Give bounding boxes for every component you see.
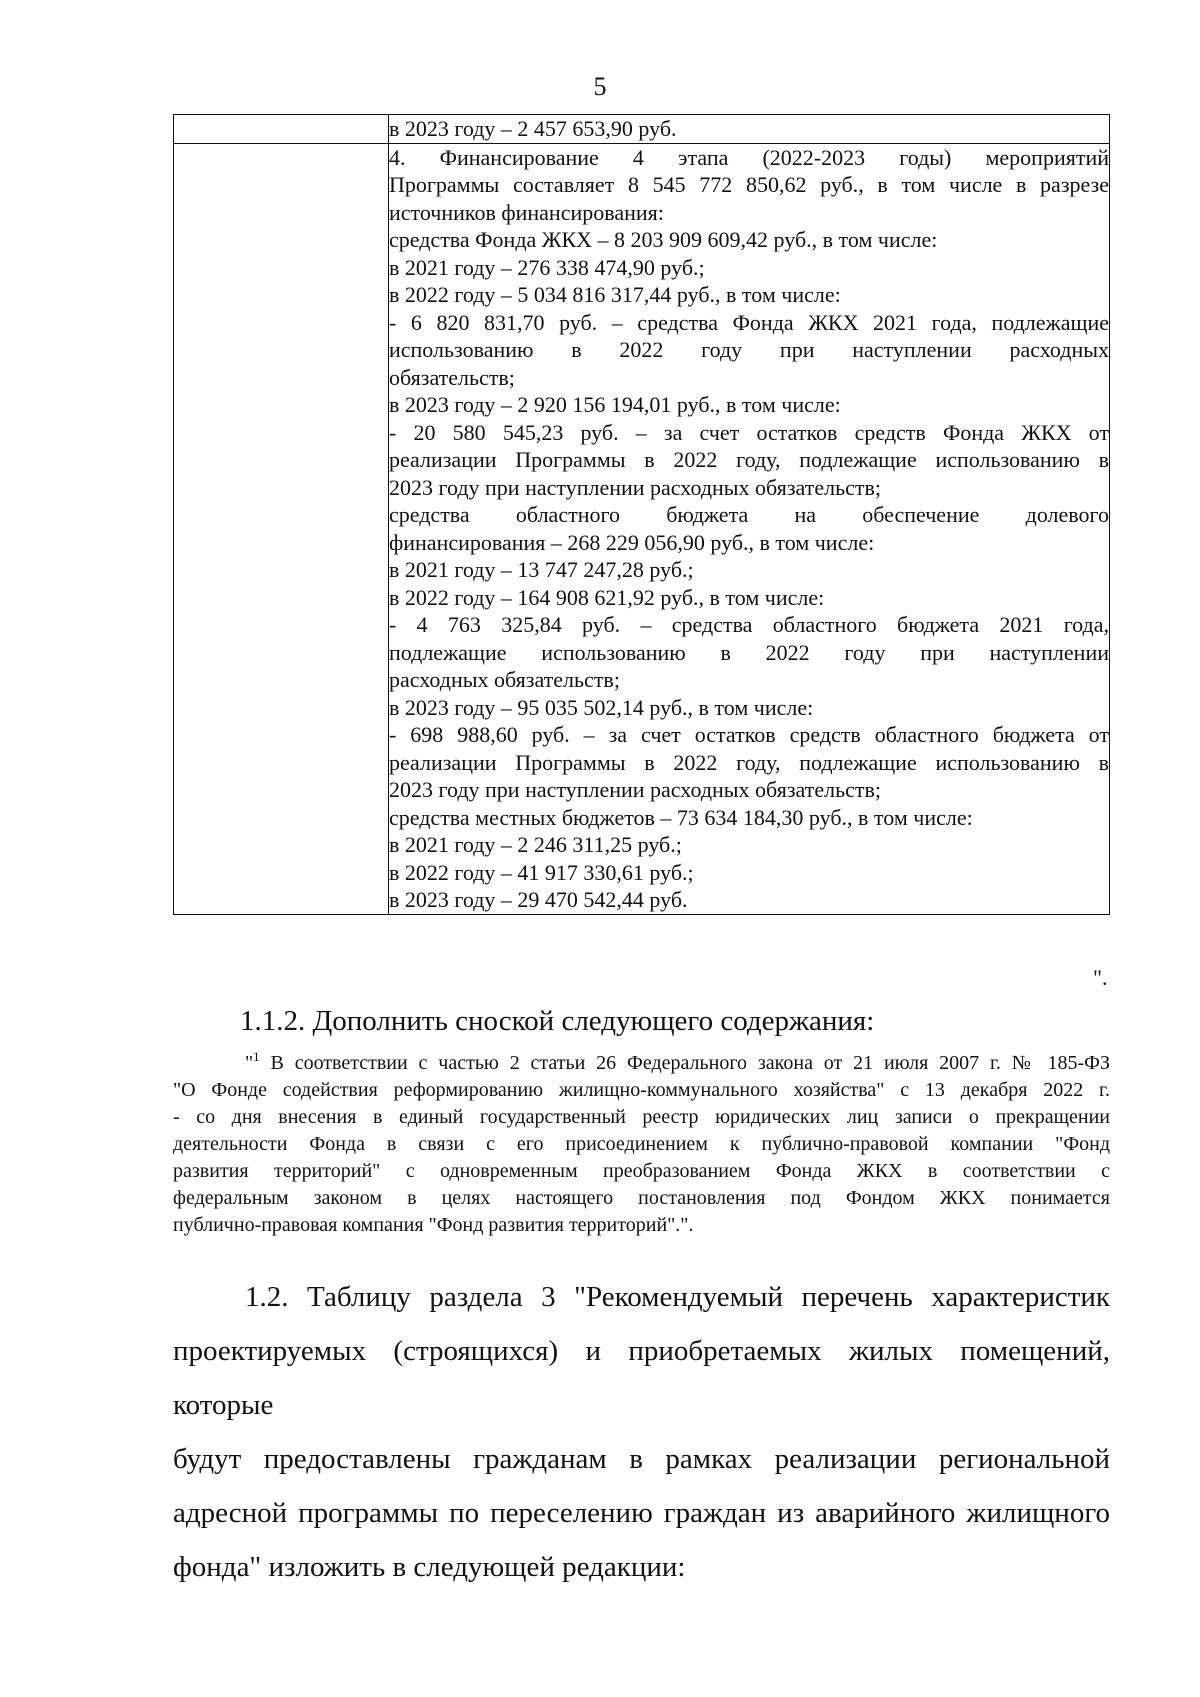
table-row [174, 115, 1110, 144]
table-text-line: источников финансирования: [389, 199, 664, 225]
table-text-line: подлежащие использованию в 2022 году при наступлении [389, 639, 1109, 665]
paragraph-line: фонда" изложить в следующей редакции: [173, 1551, 686, 1583]
table-text-line: использованию в 2022 году при наступлении расходных [389, 337, 1109, 362]
table-text-line: Программы составляет 8 545 772 850,62 руб., в том числе в разрезе [389, 172, 1109, 197]
footnote-line: развития территорий" с одновременным преобразованием Фонда ЖКХ в соответствии с [173, 1160, 1110, 1182]
table-text-line: в 2021 году – 2 246 311,25 руб.; [389, 832, 682, 857]
table-text-line: - 4 763 325,84 руб. – средства областного бюджета 2021 года, [389, 612, 1109, 637]
table-text-line: финансирования – 268 229 056,90 руб., в том числе: [389, 529, 875, 555]
page-number: 5 [593, 72, 607, 101]
table-cell-empty [174, 143, 389, 914]
footnote-line: - со дня внесения в единый государственный реестр юридических лиц записи о прекращении [173, 1106, 1110, 1128]
paragraph-line: адресной программы по переселению граждан из аварийного жилищного [173, 1497, 1110, 1529]
table-text-line: средства Фонда ЖКХ – 8 203 909 609,42 руб., в том числе: [389, 227, 938, 252]
table-text-line: в 2023 году – 2 457 653,90 руб. [389, 116, 677, 141]
funding-table [173, 114, 1110, 915]
table-cell-text [389, 115, 1110, 144]
table-text-line: обязательств; [389, 364, 515, 390]
section-heading: 1.1.2. Дополнить сноской следующего содержания: [240, 1005, 875, 1037]
table-text-line: 2023 году при наступлении расходных обязательств; [389, 474, 881, 500]
closing-quote: ". [1093, 965, 1108, 990]
table-text-line: реализации Программы в 2022 году, подлежащие использованию в [389, 749, 1109, 775]
footnote-marker: 1 [253, 1049, 260, 1064]
footnote-line: федеральным законом в целях настоящего постановления под Фондом ЖКХ понимается [173, 1187, 1110, 1209]
table-text-line: средства областного бюджета на обеспечение долевого [389, 502, 1109, 527]
table-text-line: реализации Программы в 2022 году, подлежащие использованию в [389, 447, 1109, 472]
paragraph-line: будут предоставлены гражданам в рамках реализации региональной [173, 1443, 1110, 1475]
table-text-line: - 20 580 545,23 руб. – за счет остатков средств Фонда ЖКХ от [389, 419, 1109, 445]
footnote-line: "$^1$ В соответствии с частью 2 статьи 26 Федерального закона от 21 июля 2007 г. № 185-ФЗ [245, 1049, 1110, 1074]
table-text-line: в 2022 году – 164 908 621,92 руб., в том числе: [389, 584, 825, 610]
paragraph-line: 1.2. Таблицу раздела 3 "Рекомендуемый перечень характеристик [245, 1281, 1110, 1313]
table-text-line: в 2022 году – 5 034 816 317,44 руб., в том числе: [389, 282, 841, 307]
table-text-line: в 2021 году – 13 747 247,28 руб.; [389, 557, 694, 582]
table-text-line: в 2022 году – 41 917 330,61 руб.; [389, 859, 694, 885]
table-text-line: 2023 году при наступлении расходных обязательств; [389, 777, 881, 802]
table-text-line: расходных обязательств; [389, 667, 620, 692]
table-row [174, 143, 1110, 914]
table-text-line: 4. Финансирование 4 этапа (2022-2023 годы) мероприятий [389, 144, 1109, 170]
footnote-line: "О Фонде содействия реформированию жилищно-коммунального хозяйства" с 13 декабря 2022 г. [173, 1079, 1110, 1101]
section-paragraph [173, 1270, 1110, 1594]
footnote-line: деятельности Фонда в связи с его присоединением к публично-правовой компании "Фонд [173, 1133, 1110, 1155]
paragraph-line: проектируемых (строящихся) и приобретаемых жилых помещений, которые [173, 1335, 1110, 1421]
table-cell-text [389, 143, 1110, 914]
table-text-line: в 2023 году – 95 035 502,14 руб., в том числе: [389, 694, 814, 720]
table-text-line: в 2023 году – 2 920 156 194,01 руб., в том числе: [389, 392, 841, 417]
footnote-line: публично-правовая компания "Фонд развития территорий".". [173, 1214, 694, 1236]
table-text-line: - 698 988,60 руб. – за счет остатков средств областного бюджета от [389, 722, 1109, 747]
table-text-line: средства местных бюджетов – 73 634 184,30 руб., в том числе: [389, 804, 973, 830]
footnote-text [173, 1050, 1110, 1239]
table-text-line: в 2023 году – 29 470 542,44 руб. [389, 887, 688, 912]
table-text-line: - 6 820 831,70 руб. – средства Фонда ЖКХ 2021 года, подлежащие [389, 309, 1109, 335]
table-cell-empty [174, 115, 389, 144]
table-text-line: в 2021 году – 276 338 474,90 руб.; [389, 254, 705, 280]
